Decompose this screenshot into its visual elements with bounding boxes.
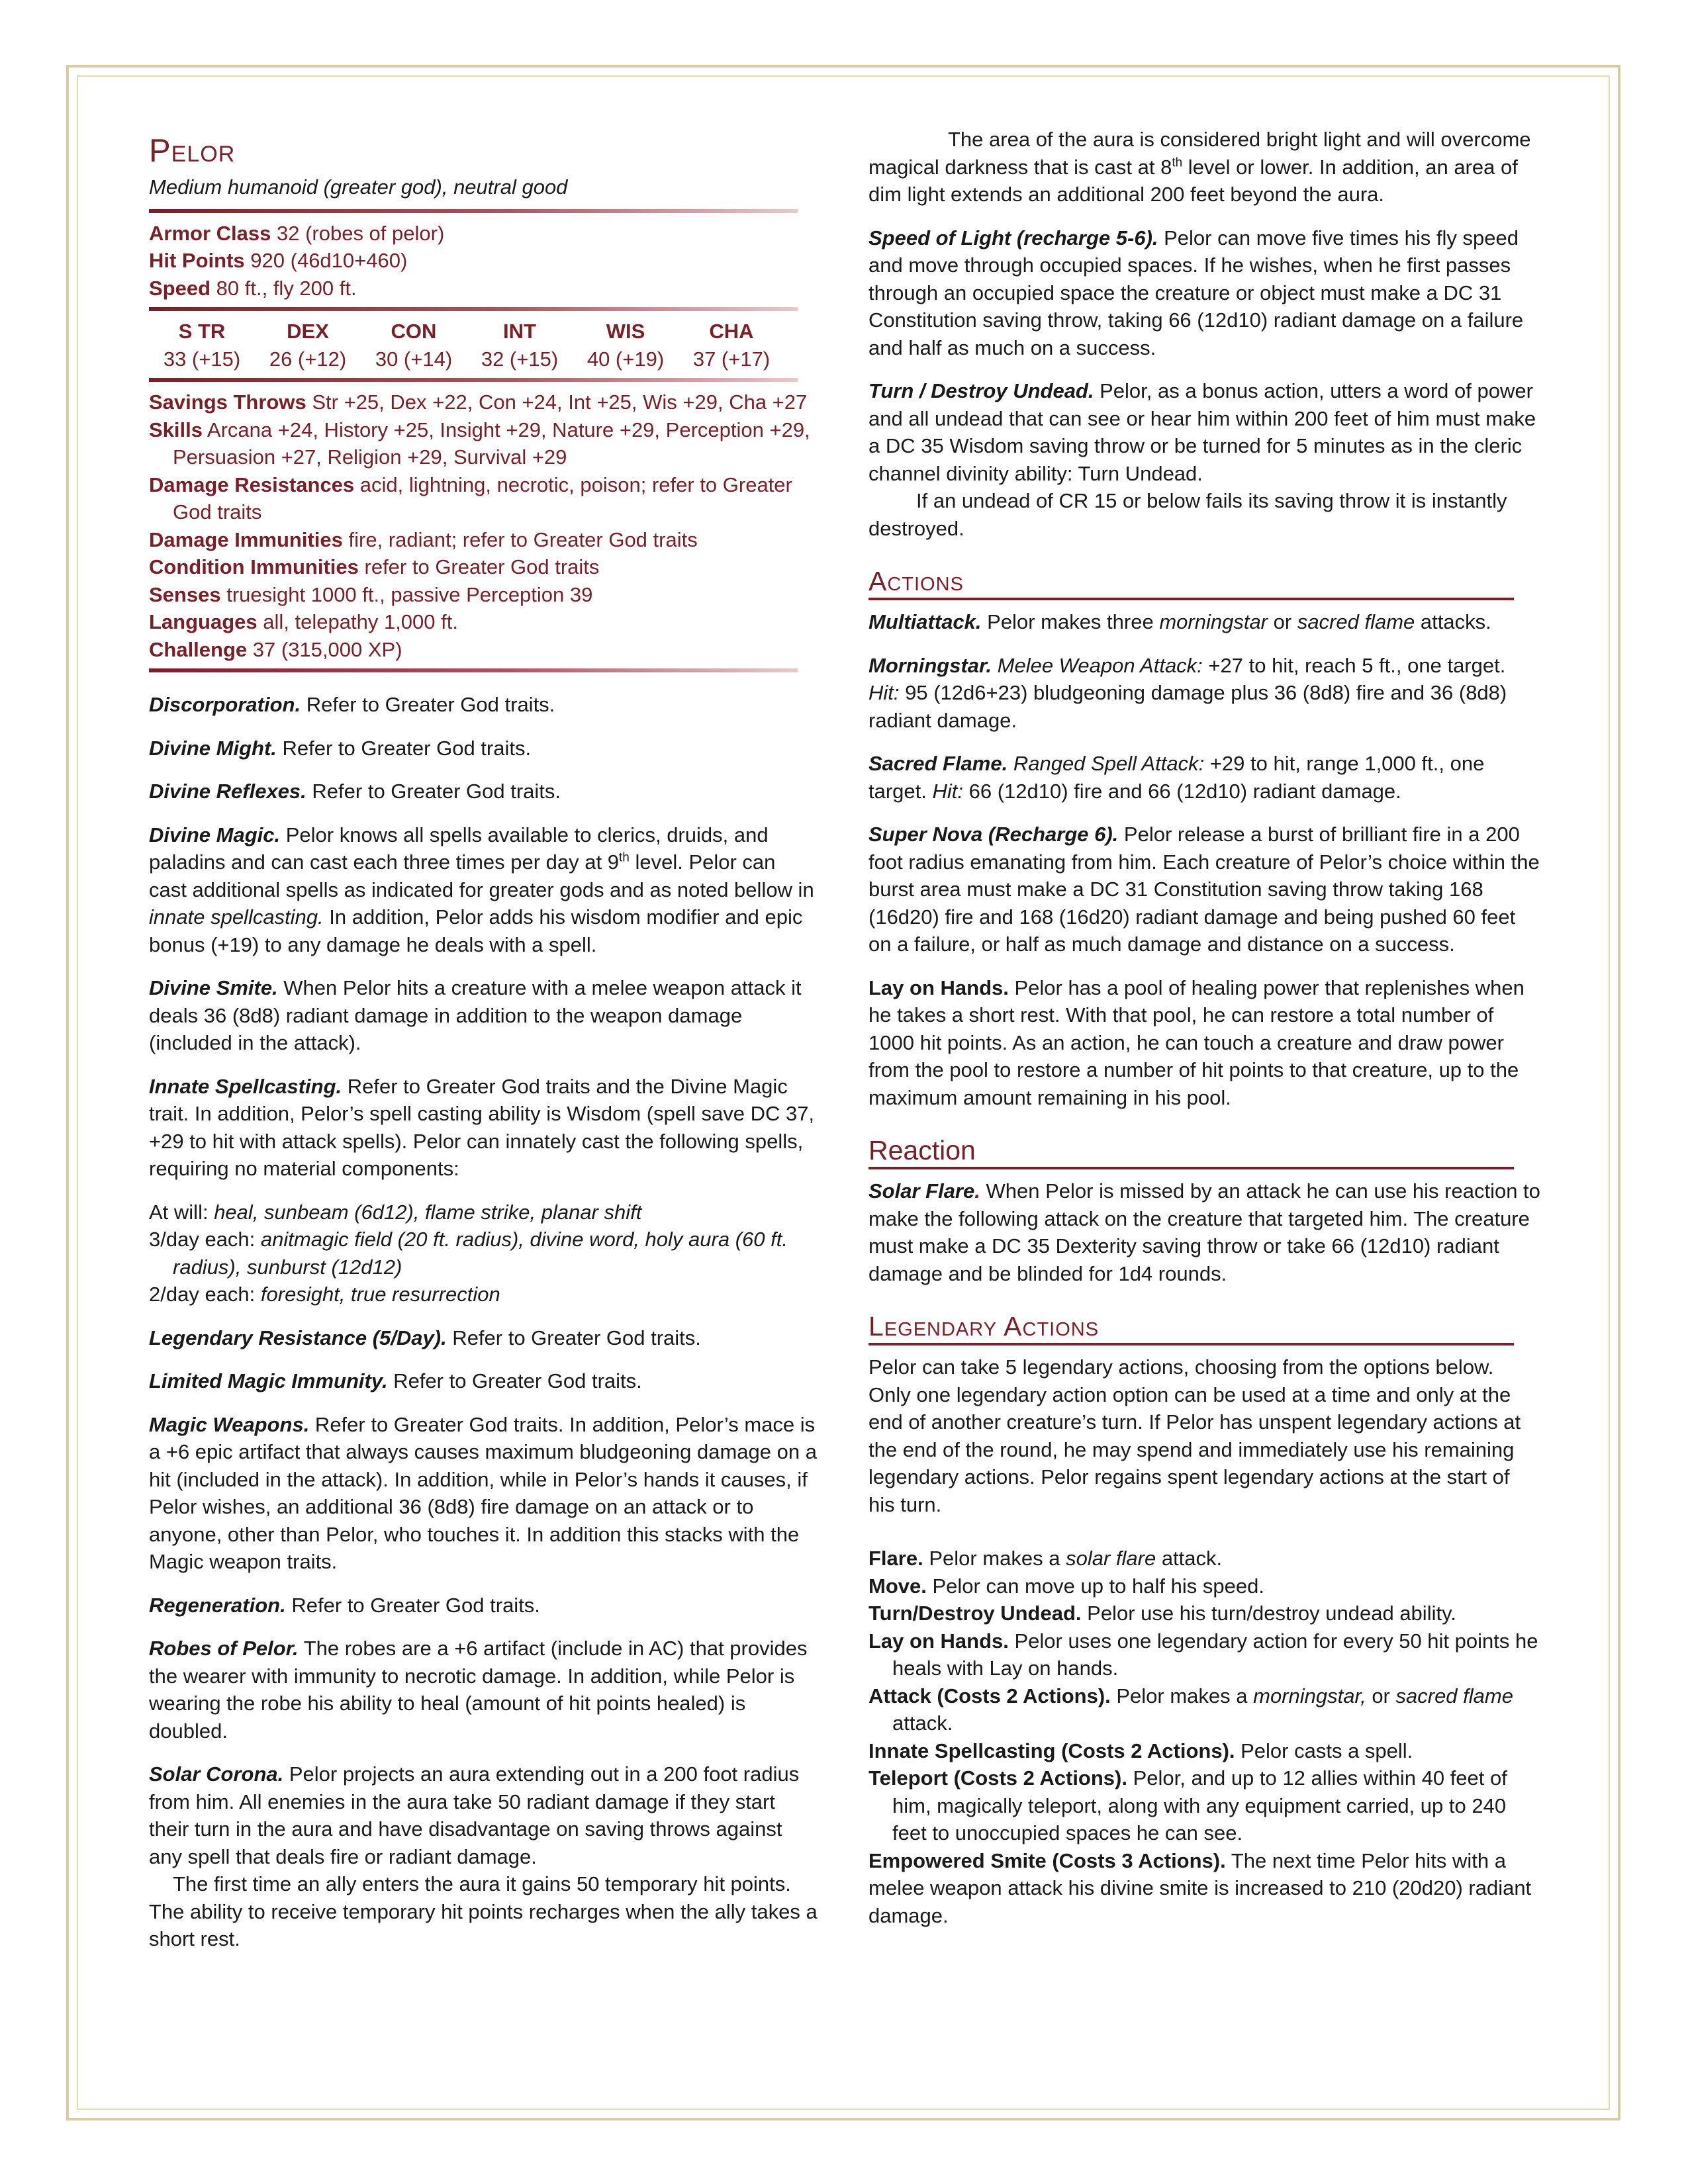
legendary-innate-spellcasting: Innate Spellcasting (Costs 2 Actions). Pelor casts a spell. [868,1739,1413,1762]
action-multiattack: Multiattack. Pelor makes three morningstar or sacred flame attacks. [868,610,1491,633]
action-sacred-flame: Sacred Flame. Ranged Spell Attack: +29 to hit, range 1,000 ft., one target. Hit: 66 (12d10) fire and 66 (12d10) radiant damage. [868,752,1485,803]
ability-con: CON 30 (+14) [375,320,453,371]
languages: Languages all, telepathy 1,000 ft. [149,610,458,633]
monster-subtitle: Medium humanoid (greater god), neutral good [149,175,568,199]
left-column [149,126,818,1969]
legendary-lay-on-hands: Lay on Hands. Pelor uses one legendary action for every 50 hit points he heals with Lay on hands. [868,1629,1538,1680]
ability-dex: DEX 26 (+12) [269,320,347,371]
armor-class: Armor Class 32 (robes of pelor) [149,221,445,245]
trait-solar-corona-cont: The first time an ally enters the aura it gains 50 temporary hit points. The ability to receive temporary hit points recharges when the ally takes a short rest. [149,1872,818,1950]
legendary-action-list [868,1545,1540,1929]
damage-immunities: Damage Immunities fire, radiant; refer to Greater God traits [149,527,698,551]
legendary-attack: Attack (Costs 2 Actions). Pelor makes a morningstar, or sacred flame attack. [868,1684,1513,1735]
trait-turn-undead: Turn / Destroy Undead. Pelor, as a bonus action, utters a word of power and all undead that can see or hear him within 200 feet of him must make a DC 35 Wisdom saving throw or be turned for 5 minutes as in the cleric channel divinity ability: Turn Undead. [868,379,1536,485]
spells-3-day: 3/day each: anitmagic field (20 ft. radius), divine word, holy aura (60 ft. radius), sunburst (12d12) [149,1228,788,1279]
trait-divine-smite: Divine Smite. When Pelor hits a creature with a melee weapon attack it deals 36 (8d8) radiant damage in addition to the weapon damage (included in the attack). [149,976,802,1054]
trait-divine-might: Divine Might. Refer to Greater God traits. [149,736,532,760]
trait-divine-reflexes: Divine Reflexes. Refer to Greater God traits. [149,780,561,803]
trait-turn-undead-cont: If an undead of CR 15 or below fails its saving throw it is instantly destroyed. [868,489,1507,540]
trait-discorporation: Discorporation. Refer to Greater God traits. [149,693,555,716]
legendary-turn-undead: Turn/Destroy Undead. Pelor use his turn/destroy undead ability. [868,1602,1456,1625]
right-column [868,126,1540,1929]
challenge: Challenge 37 (315,000 XP) [149,637,402,661]
actions-heading: Actions [868,565,1514,600]
action-super-nova: Super Nova (Recharge 6). Pelor release a burst of brilliant fire in a 200 foot radius emanating from him. Each creature of Pelor’s choice within the burst area must make a DC 31 Constitution saving throw taking 168 (16d20) fire and 168 (16d20) radiant damage and being pushed 60 feet on a failure, or half as much damage and distance on a success. [868,823,1540,956]
trait-divine-magic: Divine Magic. Pelor knows all spells available to clerics, druids, and paladins and can cast each three times per day at 9th level. Pelor can cast additional spells as indicated for greater gods and as noted bellow in innate spellcasting. In addition, Pelor adds his wisdom modifier and epic bonus (+19) to any damage he deals with a spell. [149,823,814,956]
divider [149,668,798,672]
reaction-heading: Reaction [868,1134,1514,1169]
divider [149,307,798,311]
saving-throws: Savings Throws Str +25, Dex +22, Con +24, Int +25, Wis +29, Cha +27 [149,390,808,414]
trait-magic-weapons: Magic Weapons. Refer to Greater God traits. In addition, Pelor’s mace is a +6 epic artifact that always causes maximum bludgeoning damage on a hit (included in the attack). In addition, while in Pelor’s hands it causes, if Pelor wishes, an additional 36 (8d8) fire damage on an attack or to anyone, other than Pelor, who touches it. In addition this stacks with the Magic weapon traits. [149,1412,817,1573]
hit-points: Hit Points 920 (46d10+460) [149,249,408,272]
condition-immunities: Condition Immunities refer to Greater God traits [149,555,600,578]
ability-scores [149,318,784,373]
trait-legendary-resistance: Legendary Resistance (5/Day). Refer to Greater God traits. [149,1326,701,1349]
monster-name: Pelor [149,133,236,169]
detail-stats [149,388,818,663]
ability-int: INT 32 (+15) [481,320,559,371]
ability-cha: CHA 37 (+17) [692,320,771,371]
legendary-move: Move. Pelor can move up to half his speed. [868,1574,1264,1598]
speed: Speed 80 ft., fly 200 ft. [149,276,357,300]
aura-text: The area of the aura is considered bright light and will overcome magical darkness that is cast at 8th level or lower. In addition, an area of dim light extends an additional 200 feet beyond the aura. [868,128,1531,206]
reaction-solar-flare: Solar Flare. When Pelor is missed by an attack he can use his reaction to make the following attack on the creature that targeted him. The creature must make a DC 35 Dexterity saving throw or take 66 (12d10) radiant damage and be blinded for 1d4 rounds. [868,1179,1540,1285]
trait-limited-magic-immunity: Limited Magic Immunity. Refer to Greater God traits. [149,1369,642,1392]
spell-list [149,1199,818,1308]
legendary-actions-heading: Legendary Actions [868,1310,1514,1345]
damage-resistances: Damage Resistances acid, lightning, necrotic, poison; refer to Greater God traits [149,473,792,523]
divider [149,378,798,382]
legendary-teleport: Teleport (Costs 2 Actions). Pelor, and up to 12 allies within 40 feet of him, magically teleport, along with any equipment carried, up to 240 feet to unoccupied spaces he can see. [868,1766,1507,1844]
trait-speed-of-light: Speed of Light (recharge 5-6). Pelor can move five times his fly speed and move through occupied spaces. If he wishes, when he first passes through an occupied space the creature or object must make a DC 31 Constitution saving throw, taking 66 (12d10) radiant damage on a failure and half as much on a success. [868,226,1524,359]
divider [149,209,798,213]
action-lay-on-hands: Lay on Hands. Pelor has a pool of healing power that replenishes when he takes a short rest. With that pool, he can restore a total number of 1000 hit points. As an action, he can touch a creature and draw power from the pool to restore a number of hit points to that creature, up to the maximum amount remaining in his pool. [868,976,1524,1109]
ability-wis: WIS 40 (+19) [586,320,665,371]
legendary-empowered-smite: Empowered Smite (Costs 3 Actions). The next time Pelor hits with a melee weapon attack his divine smite is increased to 210 (20d20) radiant damage. [868,1848,1532,1927]
legendary-flare: Flare. Pelor makes a solar flare attack. [868,1547,1223,1570]
skills: Skills Arcana +24, History +25, Insight +29, Nature +29, Perception +29, Persuasion +27, Religion +29, Survival +29 [149,418,810,469]
trait-solar-corona: Solar Corona. Pelor projects an aura extending out in a 200 foot radius from him. All enemies in the aura take 50 radiant damage if they start their turn in the aura and have disadvantage on saving throws against any spell that deals fire or radiant damage. [149,1762,800,1868]
action-morningstar: Morningstar. Melee Weapon Attack: +27 to hit, reach 5 ft., one target. Hit: 95 (12d6+23) bludgeoning damage plus 36 (8d8) fire and 36 (8d8) radiant damage. [868,653,1507,732]
senses: Senses truesight 1000 ft., passive Perception 39 [149,582,593,606]
spells-at-will: At will: heal, sunbeam (6d12), flame strike, planar shift [149,1200,642,1224]
spells-2-day: 2/day each: foresight, true resurrection [149,1283,500,1306]
basic-stats [149,220,818,302]
ability-str: S TR 33 (+15) [163,320,241,371]
trait-robes-of-pelor: Robes of Pelor. The robes are a +6 artifact (include in AC) that provides the wearer with immunity to necrotic damage. In addition, while Pelor is wearing the robe his ability to heal (amount of hit points healed) is doubled. [149,1637,808,1743]
legendary-intro: Pelor can take 5 legendary actions, choosing from the options below. Only one legendary action option can be used at a time and only at the end of another creature’s turn. If Pelor has unspent legendary actions at the end of the round, he may spend and immediately use his remaining legendary actions. Pelor regains spent legendary actions at the start of his turn. [868,1355,1521,1516]
trait-innate-spellcasting: Innate Spellcasting. Refer to Greater God traits and the Divine Magic trait. In addition, Pelor’s spell casting ability is Wisdom (spell save DC 37, +29 to hit with attack spells). Pelor can innately cast the following spells, requiring no material components: [149,1074,815,1180]
trait-regeneration: Regeneration. Refer to Greater God traits. [149,1593,540,1617]
